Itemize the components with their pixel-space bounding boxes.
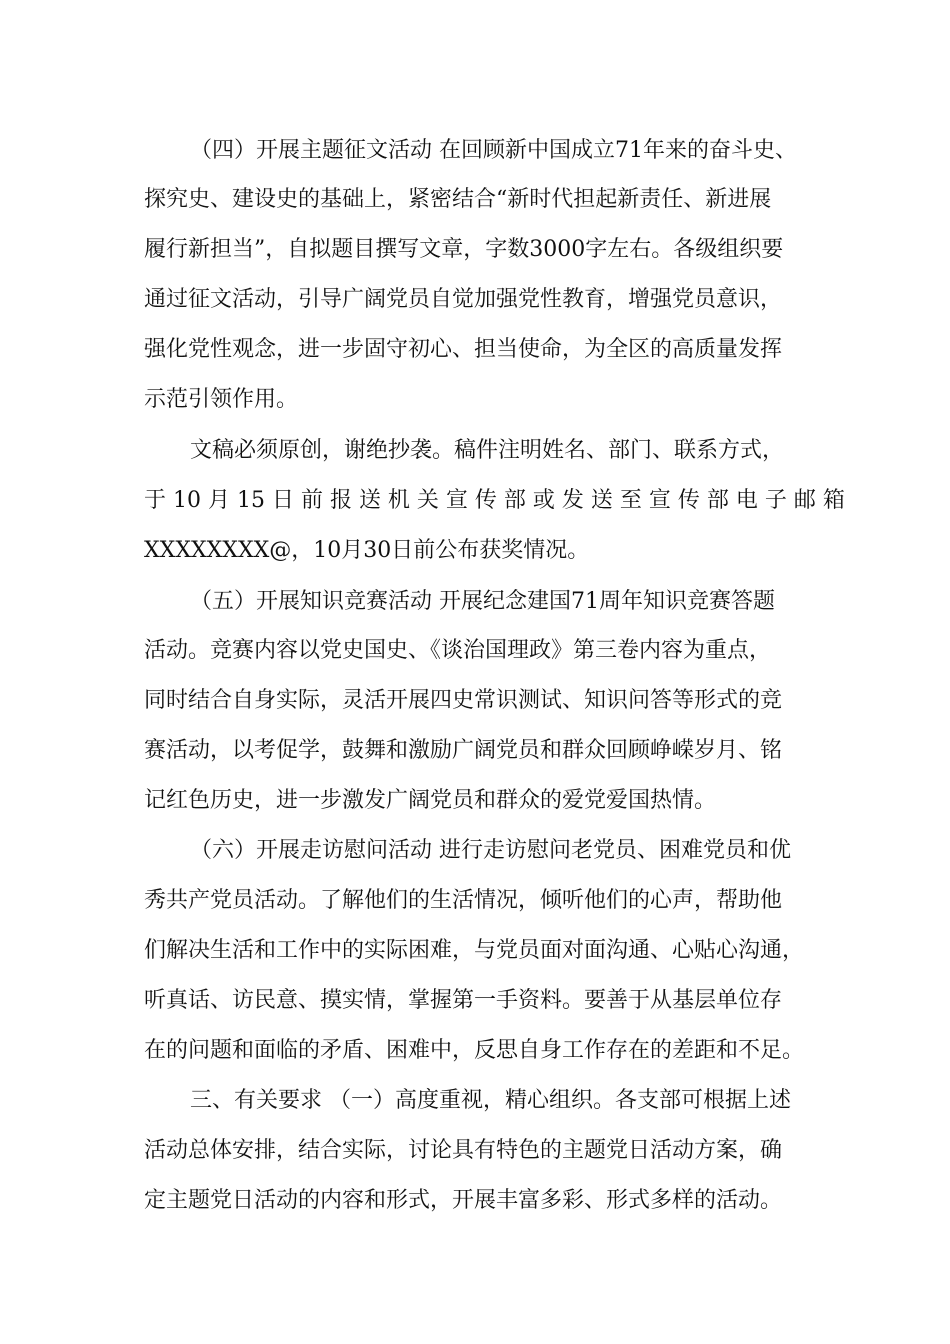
paragraph-visits-line-1: （六）开展走访慰问活动 进行走访慰问老党员、困难党员和优 — [190, 838, 791, 863]
paragraph-visits-line-2: 秀共产党员活动。了解他们的生活情况，倾听他们的心声，帮助他 — [144, 888, 783, 913]
paragraph-quiz-line-4: 赛活动，以考促学，鼓舞和激励广阔党员和群众回顾峥嵘岁月、铭 — [144, 738, 783, 763]
paragraph-theme-essay-line-1: （四）开展主题征文活动 在回顾新中国成立71年来的奋斗史、 — [190, 138, 797, 163]
paragraph-theme-essay-line-2: 探究史、建设史的基础上，紧密结合“新时代担起新责任、新进展 — [144, 187, 772, 212]
paragraph-quiz-line-2: 活动。竞赛内容以党史国史、《谈治国理政》第三卷内容为重点， — [144, 638, 772, 663]
paragraph-requirements-line-2: 活动总体安排，结合实际，讨论具有特色的主题党日活动方案，确 — [144, 1138, 783, 1163]
paragraph-submission-line-2: 于 10 月 15 日 前 报 送 机 关 宣 传 部 或 发 送 至 宣 传 部 电 子 邮 箱 — [144, 488, 845, 513]
paragraph-theme-essay-line-4: 通过征文活动，引导广阔党员自觉加强党性教育，增强党员意识， — [144, 287, 783, 312]
paragraph-requirements-line-1: 三、有关要求 （一）高度重视，精心组织。各支部可根据上述 — [190, 1088, 791, 1113]
paragraph-theme-essay-line-5: 强化党性观念，进一步固守初心、担当使命，为全区的高质量发挥 — [144, 337, 783, 362]
paragraph-requirements-line-3: 定主题党日活动的内容和形式，开展丰富多彩、形式多样的活动。 — [144, 1188, 783, 1213]
paragraph-submission-line-1: 文稿必须原创，谢绝抄袭。稿件注明姓名、部门、联系方式， — [190, 438, 785, 463]
paragraph-quiz-line-5: 记红色历史，进一步激发广阔党员和群众的爱党爱国热情。 — [144, 788, 717, 813]
paragraph-visits-line-4: 听真话、访民意、摸实情，掌握第一手资料。要善于从基层单位存 — [144, 988, 783, 1013]
paragraph-visits-line-3: 们解决生活和工作中的实际困难，与党员面对面沟通、心贴心沟通， — [144, 938, 805, 963]
paragraph-theme-essay-line-6: 示范引领作用。 — [144, 387, 299, 412]
paragraph-visits-line-5: 在的问题和面临的矛盾、困难中，反思自身工作存在的差距和不足。 — [144, 1038, 805, 1063]
paragraph-quiz-line-1: （五）开展知识竞赛活动 开展纪念建国71周年知识竞赛答题 — [190, 589, 775, 614]
paragraph-submission-line-3: XXXXXXXX@，10月30日前公布获奖情况。 — [144, 538, 590, 563]
paragraph-theme-essay-line-3: 履行新担当”，自拟题目撰写文章，字数3000字左右。各级组织要 — [144, 237, 784, 262]
paragraph-quiz-line-3: 同时结合自身实际，灵活开展四史常识测试、知识问答等形式的竞 — [144, 688, 783, 713]
